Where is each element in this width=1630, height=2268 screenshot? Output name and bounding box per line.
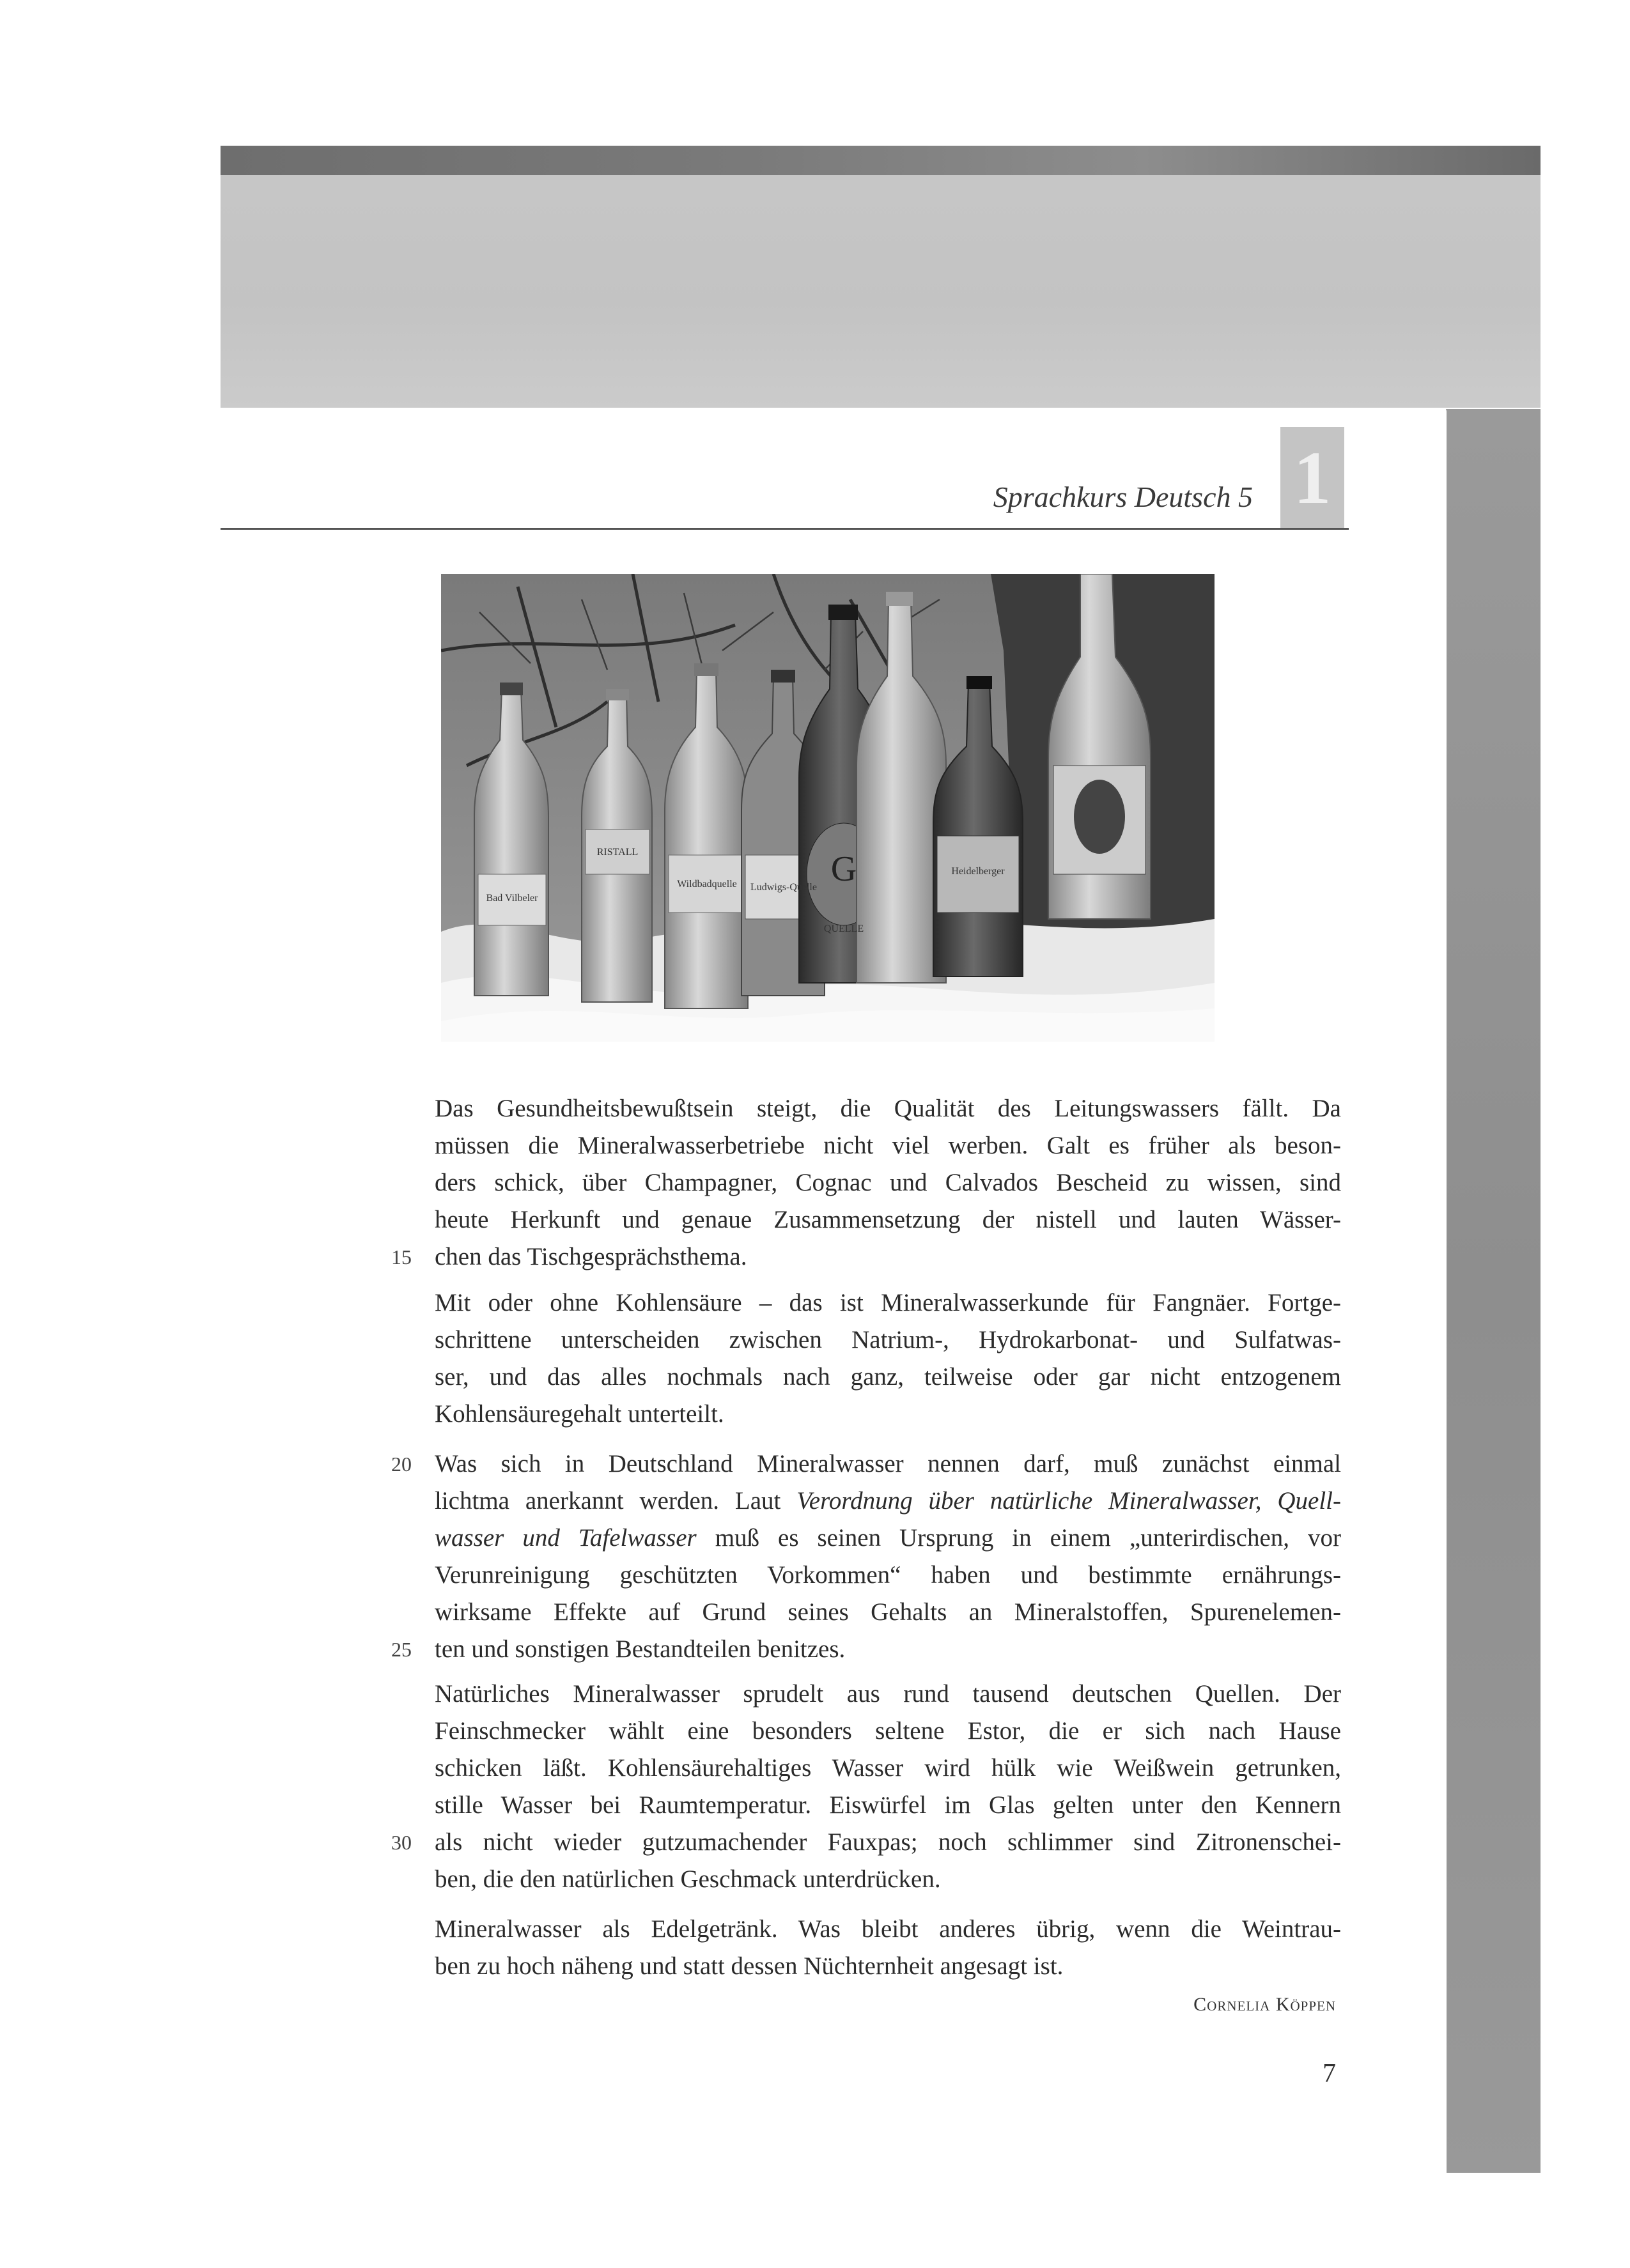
chapter-number: 1 (1293, 436, 1331, 520)
running-header-title: Sprachkurs Deutsch 5 (993, 481, 1253, 513)
bottle-label: Bad Vilbeler (486, 893, 538, 904)
text-line-with-citation (435, 1483, 1341, 1520)
text-line: als nicht wieder gutzumachender Fauxpas; noch schlimmer sind Zitronenschei- (435, 1828, 1341, 1856)
text-line: ser, und das alles nochmals nach ganz, teilweise oder gar nicht entzogenem (435, 1363, 1341, 1391)
text-line: schicken läßt. Kohlensäurehaltiges Wasser wird hülk wie Weißwein getrunken, (435, 1754, 1341, 1782)
text-line: stille Wasser bei Raumtemperatur. Eiswürfel im Glas gelten unter den Kennern (435, 1791, 1341, 1819)
text-line: müssen die Mineralwasserbetriebe nicht viel werben. Galt es früher als beson- (435, 1132, 1341, 1159)
text-line: ten und sonstigen Bestandteilen benitzes. (435, 1635, 846, 1663)
bottle-label: Wildbadquelle (677, 879, 737, 890)
text-segment: lichtma anerkannt werden. Laut (435, 1487, 781, 1515)
line-number: 20 (391, 1453, 412, 1476)
text-line: heute Herkunft und genaue Zusammensetzung der nistell und lauten Wässer- (435, 1206, 1341, 1233)
text-segment: muß es seinen Ursprung in einem „unterirdischen, vor (715, 1524, 1341, 1552)
bottles-illustration (441, 574, 1215, 1042)
text-line: Was sich in Deutschland Mineralwasser nennen darf, muß zunächst einmal (435, 1450, 1341, 1477)
text-line: Kohlensäuregehalt unterteilt. (435, 1400, 724, 1428)
bottle-label: RISTALL (596, 847, 639, 858)
text-line: ders schick, über Champagner, Cognac und Calvados Bescheid zu wissen, sind (435, 1169, 1341, 1196)
text-line: schrittene unterscheiden zwischen Natrium-, Hydrokarbonat- und Sulfatwas- (435, 1326, 1341, 1354)
bottle-label: Ludwigs-Quelle (750, 882, 817, 893)
bottle-label: Heidelberger (951, 866, 1005, 877)
citation-italic: wasser und Tafelwasser (435, 1524, 697, 1552)
line-number: 15 (391, 1246, 412, 1269)
text-line: wirksame Effekte auf Grund seines Gehalts an Mineralstoffen, Spurenelemen- (435, 1598, 1341, 1626)
article-author: Cornelia Köppen (1193, 1994, 1336, 2015)
top-dark-strip (221, 146, 1541, 175)
text-line: Feinschmecker wählt eine besonders seltene Estor, die er sich nach Hause (435, 1717, 1341, 1745)
text-line: Natürliches Mineralwasser sprudelt aus rund tausend deutschen Quellen. Der (435, 1680, 1341, 1708)
line-number: 30 (391, 1831, 412, 1854)
top-grey-banner (221, 146, 1541, 408)
citation-italic: Verordnung über natürliche Mineralwasser, Quell- (796, 1487, 1341, 1515)
page-number: 7 (1323, 2059, 1336, 2088)
text-line: ben, die den natürlichen Geschmack unterdrücken. (435, 1865, 941, 1893)
text-line: ben zu hoch näheng und statt dessen Nüchternheit angesagt ist. (435, 1952, 1064, 1980)
bottle-label: QUELLE (823, 923, 864, 934)
text-line: Verunreinigung geschützten Vorkommen“ haben und bestimmte ernährungs- (435, 1561, 1341, 1589)
chapter-marker (1280, 427, 1344, 529)
right-grey-bar (1446, 409, 1541, 2173)
header-rule (221, 528, 1349, 530)
line-number: 25 (391, 1638, 412, 1661)
bottle-label: G (830, 849, 857, 889)
text-line: Das Gesundheitsbewußtsein steigt, die Qualität des Leitungswassers fällt. Da (435, 1095, 1341, 1122)
mineral-water-bottles-photo (441, 574, 1215, 1042)
text-line: Mineralwasser als Edelgetränk. Was bleibt anderes übrig, wenn die Weintrau- (435, 1915, 1341, 1943)
text-line-with-citation (435, 1520, 1341, 1557)
text-line: chen das Tischgesprächsthema. (435, 1243, 747, 1270)
text-line: Mit oder ohne Kohlensäure – das ist Mineralwasserkunde für Fangnäer. Fortge- (435, 1289, 1341, 1316)
